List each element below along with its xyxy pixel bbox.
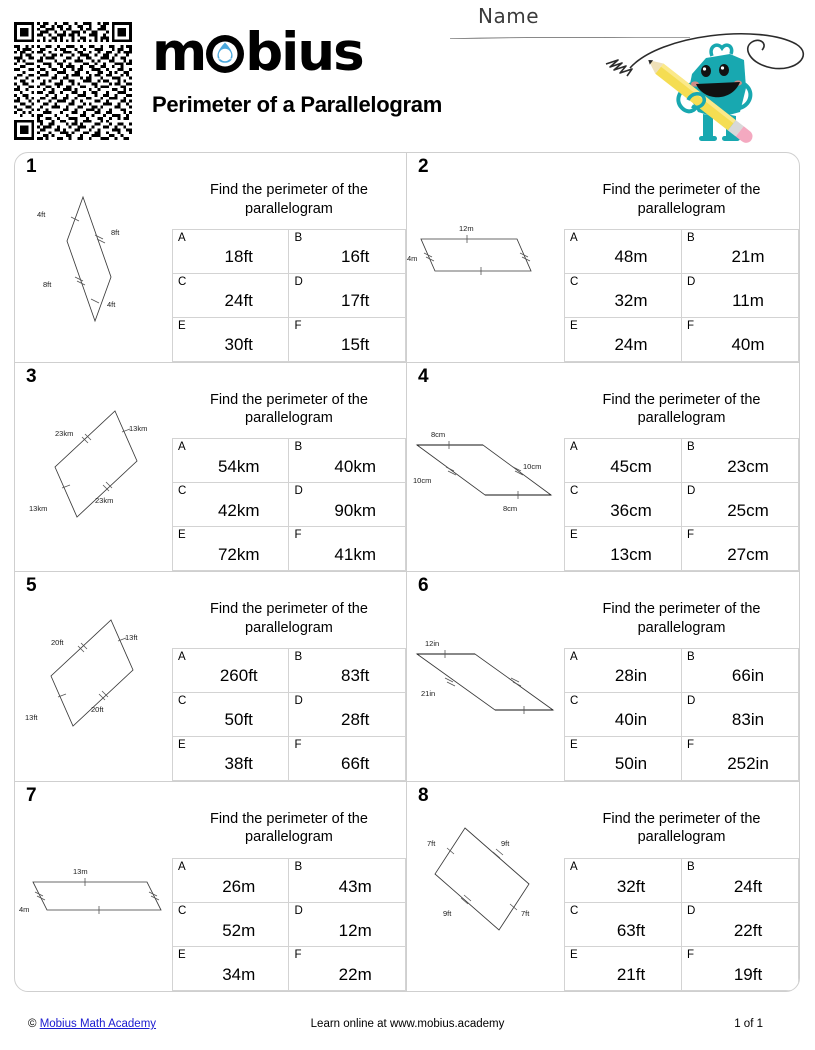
option-letter: A <box>570 650 578 663</box>
option-value: 50ft <box>224 710 253 729</box>
question-number: 5 <box>26 575 37 596</box>
option-letter: D <box>294 275 303 288</box>
option-value: 22m <box>338 964 372 984</box>
option-d[interactable] <box>682 692 799 736</box>
option-a[interactable] <box>565 439 682 483</box>
option-value: 32ft <box>616 876 646 896</box>
option-value: 63ft <box>616 920 646 940</box>
mobius-droplet-o-icon <box>205 34 245 74</box>
side-label: 8ft <box>111 228 120 237</box>
worksheet-body <box>14 152 800 992</box>
brand-block <box>152 22 512 118</box>
option-f[interactable] <box>289 527 405 571</box>
option-value: 40m <box>731 335 765 354</box>
option-value: 17ft <box>341 291 370 310</box>
option-value: 24m <box>614 335 648 354</box>
option-c[interactable] <box>173 903 289 947</box>
question-prompt: Find the perimeter of the parallelogram <box>209 810 368 846</box>
option-e[interactable] <box>565 527 682 571</box>
option-a[interactable] <box>565 648 682 692</box>
option-value: 41km <box>334 544 376 564</box>
qr-code <box>14 22 132 140</box>
option-d[interactable] <box>682 903 799 947</box>
side-label: 20ft <box>91 705 104 714</box>
option-letter: F <box>687 738 695 751</box>
option-letter: A <box>570 441 578 453</box>
option-letter: E <box>570 319 578 332</box>
option-b[interactable] <box>682 439 799 483</box>
option-value: 50in <box>614 754 648 773</box>
side-label: 9ft <box>501 838 510 848</box>
figure-2 <box>407 153 564 362</box>
answer-options-3 <box>172 438 406 571</box>
option-row <box>173 736 406 780</box>
option-f[interactable] <box>289 736 405 780</box>
option-letter: C <box>570 905 579 917</box>
side-label: 10cm <box>523 461 542 471</box>
option-f[interactable] <box>682 736 799 780</box>
figure-1 <box>15 153 172 362</box>
answer-options-5 <box>172 648 406 781</box>
option-value: 52m <box>222 920 256 940</box>
option-value: 38ft <box>224 754 253 773</box>
option-value: 54km <box>217 456 260 476</box>
side-label: 12in <box>425 639 440 648</box>
side-label: 7ft <box>521 908 530 918</box>
figure-4 <box>407 363 564 572</box>
option-letter: A <box>570 861 578 873</box>
option-value: 23cm <box>727 456 769 476</box>
option-a[interactable] <box>173 229 289 273</box>
answer-options-8 <box>564 858 799 991</box>
option-b[interactable] <box>289 229 405 273</box>
option-letter: E <box>178 949 186 961</box>
footer-tagline: Learn online at www.mobius.academy <box>310 1018 505 1030</box>
mobius-monster-mascot <box>600 26 815 151</box>
figure-3 <box>15 363 172 572</box>
option-e[interactable] <box>565 736 682 780</box>
mobius-logo <box>152 22 363 84</box>
option-value: 36cm <box>610 500 652 520</box>
option-value: 40km <box>334 456 376 476</box>
option-row <box>173 648 406 692</box>
option-c[interactable] <box>565 692 682 736</box>
option-letter: B <box>294 231 303 244</box>
logo-text-before: m <box>152 22 206 83</box>
question-number: 1 <box>26 156 37 177</box>
option-row <box>565 439 799 483</box>
figure-8 <box>407 782 564 992</box>
answer-options-6 <box>564 648 799 781</box>
option-value: 28in <box>614 666 648 685</box>
option-b[interactable] <box>289 439 405 483</box>
option-value: 260ft <box>219 666 258 685</box>
option-letter: A <box>178 441 186 453</box>
option-letter: D <box>687 694 696 707</box>
option-row <box>173 692 406 736</box>
option-value: 72km <box>217 544 260 564</box>
option-a[interactable] <box>565 229 682 273</box>
option-letter: D <box>294 905 303 917</box>
option-letter: D <box>687 905 696 917</box>
option-f[interactable] <box>682 317 799 361</box>
option-c[interactable] <box>565 483 682 527</box>
option-letter: C <box>570 694 579 707</box>
page-footer <box>0 1018 815 1042</box>
side-label: 20ft <box>51 638 64 647</box>
option-value: 26m <box>222 876 256 896</box>
option-value: 21m <box>731 247 765 266</box>
question-number: 3 <box>26 365 37 387</box>
option-value: 43m <box>338 876 372 896</box>
figure-7 <box>15 782 172 992</box>
figure-5 <box>15 572 172 781</box>
option-b[interactable] <box>682 859 799 903</box>
side-label: 9ft <box>443 908 452 918</box>
option-d[interactable] <box>682 483 799 527</box>
option-row <box>173 229 406 273</box>
option-c[interactable] <box>565 273 682 317</box>
answer-options-1 <box>172 229 406 362</box>
option-letter: A <box>570 231 578 244</box>
option-c[interactable] <box>173 273 289 317</box>
question-prompt: Find the perimeter of the parallelogram <box>209 182 368 217</box>
option-f[interactable] <box>289 317 405 361</box>
option-row <box>565 859 799 903</box>
option-row <box>173 483 406 527</box>
option-letter: B <box>687 861 695 873</box>
option-value: 90km <box>334 500 376 520</box>
option-row <box>173 439 406 483</box>
question-grid <box>15 153 799 991</box>
question-prompt: Find the perimeter of the parallelogram <box>602 810 761 846</box>
option-row <box>565 648 799 692</box>
question-1 <box>15 153 407 363</box>
option-value: 45cm <box>610 456 652 476</box>
option-row <box>173 317 406 361</box>
option-letter: C <box>178 694 187 707</box>
option-letter: D <box>687 485 696 497</box>
option-letter: B <box>687 231 695 244</box>
side-label: 4m <box>407 254 418 263</box>
question-prompt: Find the perimeter of the parallelogram <box>602 391 761 427</box>
option-b[interactable] <box>289 648 405 692</box>
question-4 <box>407 363 799 573</box>
mobius-math-academy-link[interactable]: Mobius Math Academy <box>39 1018 157 1030</box>
name-label: Name <box>478 4 540 28</box>
option-value: 24ft <box>224 291 253 310</box>
side-label: 10cm <box>413 475 432 485</box>
option-letter: B <box>294 441 303 453</box>
option-value: 16ft <box>341 247 370 266</box>
option-letter: C <box>178 485 187 497</box>
answer-options-2 <box>564 229 799 362</box>
option-e[interactable] <box>173 317 289 361</box>
option-value: 66in <box>731 666 765 685</box>
page-header <box>0 0 815 145</box>
option-letter: F <box>294 529 302 541</box>
question-prompt: Find the perimeter of the parallelogram <box>209 391 368 427</box>
option-value: 83ft <box>341 666 370 685</box>
option-letter: D <box>294 694 303 707</box>
option-letter: C <box>178 905 187 917</box>
option-value: 25cm <box>727 500 769 520</box>
side-label: 8cm <box>503 503 518 513</box>
answer-options-7 <box>172 858 406 991</box>
option-letter: C <box>178 275 187 288</box>
page-indicator: 1 of 1 <box>734 1018 763 1030</box>
option-value: 30ft <box>224 335 253 354</box>
option-e[interactable] <box>565 947 682 991</box>
option-row <box>173 859 406 903</box>
copyright-symbol: © <box>28 1018 37 1030</box>
question-number: 7 <box>26 784 37 806</box>
side-label: 23km <box>95 495 114 505</box>
option-value: 13cm <box>610 544 652 564</box>
option-letter: C <box>570 485 579 497</box>
question-number: 2 <box>418 156 429 177</box>
side-label: 13ft <box>25 713 38 722</box>
option-letter: E <box>570 529 578 541</box>
option-row <box>565 317 799 361</box>
option-value: 15ft <box>341 335 370 354</box>
option-value: 19ft <box>733 964 763 984</box>
option-letter: F <box>294 949 302 961</box>
option-value: 11m <box>732 291 764 310</box>
option-row <box>565 273 799 317</box>
option-value: 32m <box>614 291 648 310</box>
option-value: 21ft <box>616 964 646 984</box>
option-e[interactable] <box>565 317 682 361</box>
option-row <box>173 273 406 317</box>
side-label: 4m <box>19 904 30 914</box>
side-label: 23km <box>55 428 74 438</box>
side-label: 13km <box>129 423 148 433</box>
option-row <box>565 736 799 780</box>
option-d[interactable] <box>289 692 405 736</box>
side-label: 7ft <box>427 838 436 848</box>
option-letter: E <box>570 738 578 751</box>
option-row <box>565 903 799 947</box>
option-letter: F <box>294 319 302 332</box>
question-5 <box>15 572 407 782</box>
option-d[interactable] <box>289 273 405 317</box>
option-row <box>173 527 406 571</box>
option-row <box>173 903 406 947</box>
option-letter: B <box>294 650 303 663</box>
option-letter: B <box>294 861 303 873</box>
side-label: 12m <box>459 224 474 233</box>
option-value: 48m <box>614 247 648 266</box>
option-a[interactable] <box>565 859 682 903</box>
question-number: 6 <box>418 575 429 596</box>
option-row <box>565 692 799 736</box>
answer-options-4 <box>564 438 799 571</box>
side-label: 8ft <box>43 280 52 289</box>
option-c[interactable] <box>173 692 289 736</box>
logo-text-after: bius <box>245 22 363 83</box>
question-8 <box>407 782 799 992</box>
option-value: 40in <box>614 710 648 729</box>
option-value: 27cm <box>727 544 769 564</box>
option-value: 24ft <box>733 876 763 896</box>
side-label: 4ft <box>107 300 116 309</box>
option-letter: E <box>178 529 186 541</box>
option-value: 252in <box>727 754 769 773</box>
option-letter: A <box>178 650 186 663</box>
question-number: 8 <box>418 784 429 806</box>
option-c[interactable] <box>173 483 289 527</box>
side-label: 13m <box>73 866 88 876</box>
option-letter: D <box>294 485 303 497</box>
option-value: 22ft <box>733 920 763 940</box>
option-d[interactable] <box>682 273 799 317</box>
question-2 <box>407 153 799 363</box>
option-f[interactable] <box>682 947 799 991</box>
side-label: 13km <box>29 503 48 513</box>
option-letter: A <box>178 231 186 244</box>
question-7 <box>15 782 407 992</box>
name-field[interactable] <box>450 4 700 28</box>
question-3 <box>15 363 407 573</box>
option-value: 42km <box>217 500 260 520</box>
side-label: 4ft <box>37 210 46 219</box>
option-row <box>565 483 799 527</box>
question-prompt: Find the perimeter of the parallelogram <box>602 182 761 217</box>
option-letter: C <box>570 275 579 288</box>
option-letter: E <box>178 738 186 751</box>
option-letter: B <box>687 441 695 453</box>
option-row <box>173 947 406 991</box>
option-letter: F <box>294 738 302 751</box>
option-b[interactable] <box>289 859 405 903</box>
question-number: 4 <box>418 365 429 387</box>
option-letter: E <box>570 949 578 961</box>
option-row <box>565 527 799 571</box>
option-value: 18ft <box>224 247 253 266</box>
option-c[interactable] <box>565 903 682 947</box>
page-title: Perimeter of a Parallelogram <box>152 92 442 117</box>
option-e[interactable] <box>173 947 289 991</box>
option-letter: F <box>687 529 695 541</box>
option-e[interactable] <box>173 527 289 571</box>
option-d[interactable] <box>289 903 405 947</box>
option-value: 12m <box>338 920 372 940</box>
option-value: 34m <box>222 964 256 984</box>
option-value: 83in <box>731 710 765 729</box>
option-a[interactable] <box>173 439 289 483</box>
question-6 <box>407 572 799 782</box>
option-row <box>565 229 799 273</box>
option-row <box>565 947 799 991</box>
side-label: 8cm <box>431 429 446 439</box>
option-value: 28ft <box>341 710 370 729</box>
option-b[interactable] <box>682 648 799 692</box>
option-letter: F <box>687 949 695 961</box>
option-b[interactable] <box>682 229 799 273</box>
option-f[interactable] <box>682 527 799 571</box>
question-prompt: Find the perimeter of the parallelogram <box>602 601 761 636</box>
option-a[interactable] <box>173 859 289 903</box>
option-letter: F <box>687 319 695 332</box>
figure-6 <box>407 572 564 781</box>
option-f[interactable] <box>289 947 405 991</box>
question-prompt: Find the perimeter of the parallelogram <box>209 601 368 636</box>
side-label: 13ft <box>125 633 138 642</box>
option-e[interactable] <box>173 736 289 780</box>
option-letter: D <box>687 275 696 288</box>
option-value: 66ft <box>341 754 370 773</box>
option-letter: B <box>687 650 695 663</box>
option-d[interactable] <box>289 483 405 527</box>
option-letter: A <box>178 861 186 873</box>
option-a[interactable] <box>173 648 289 692</box>
side-label: 21in <box>421 689 436 698</box>
option-letter: E <box>178 319 186 332</box>
